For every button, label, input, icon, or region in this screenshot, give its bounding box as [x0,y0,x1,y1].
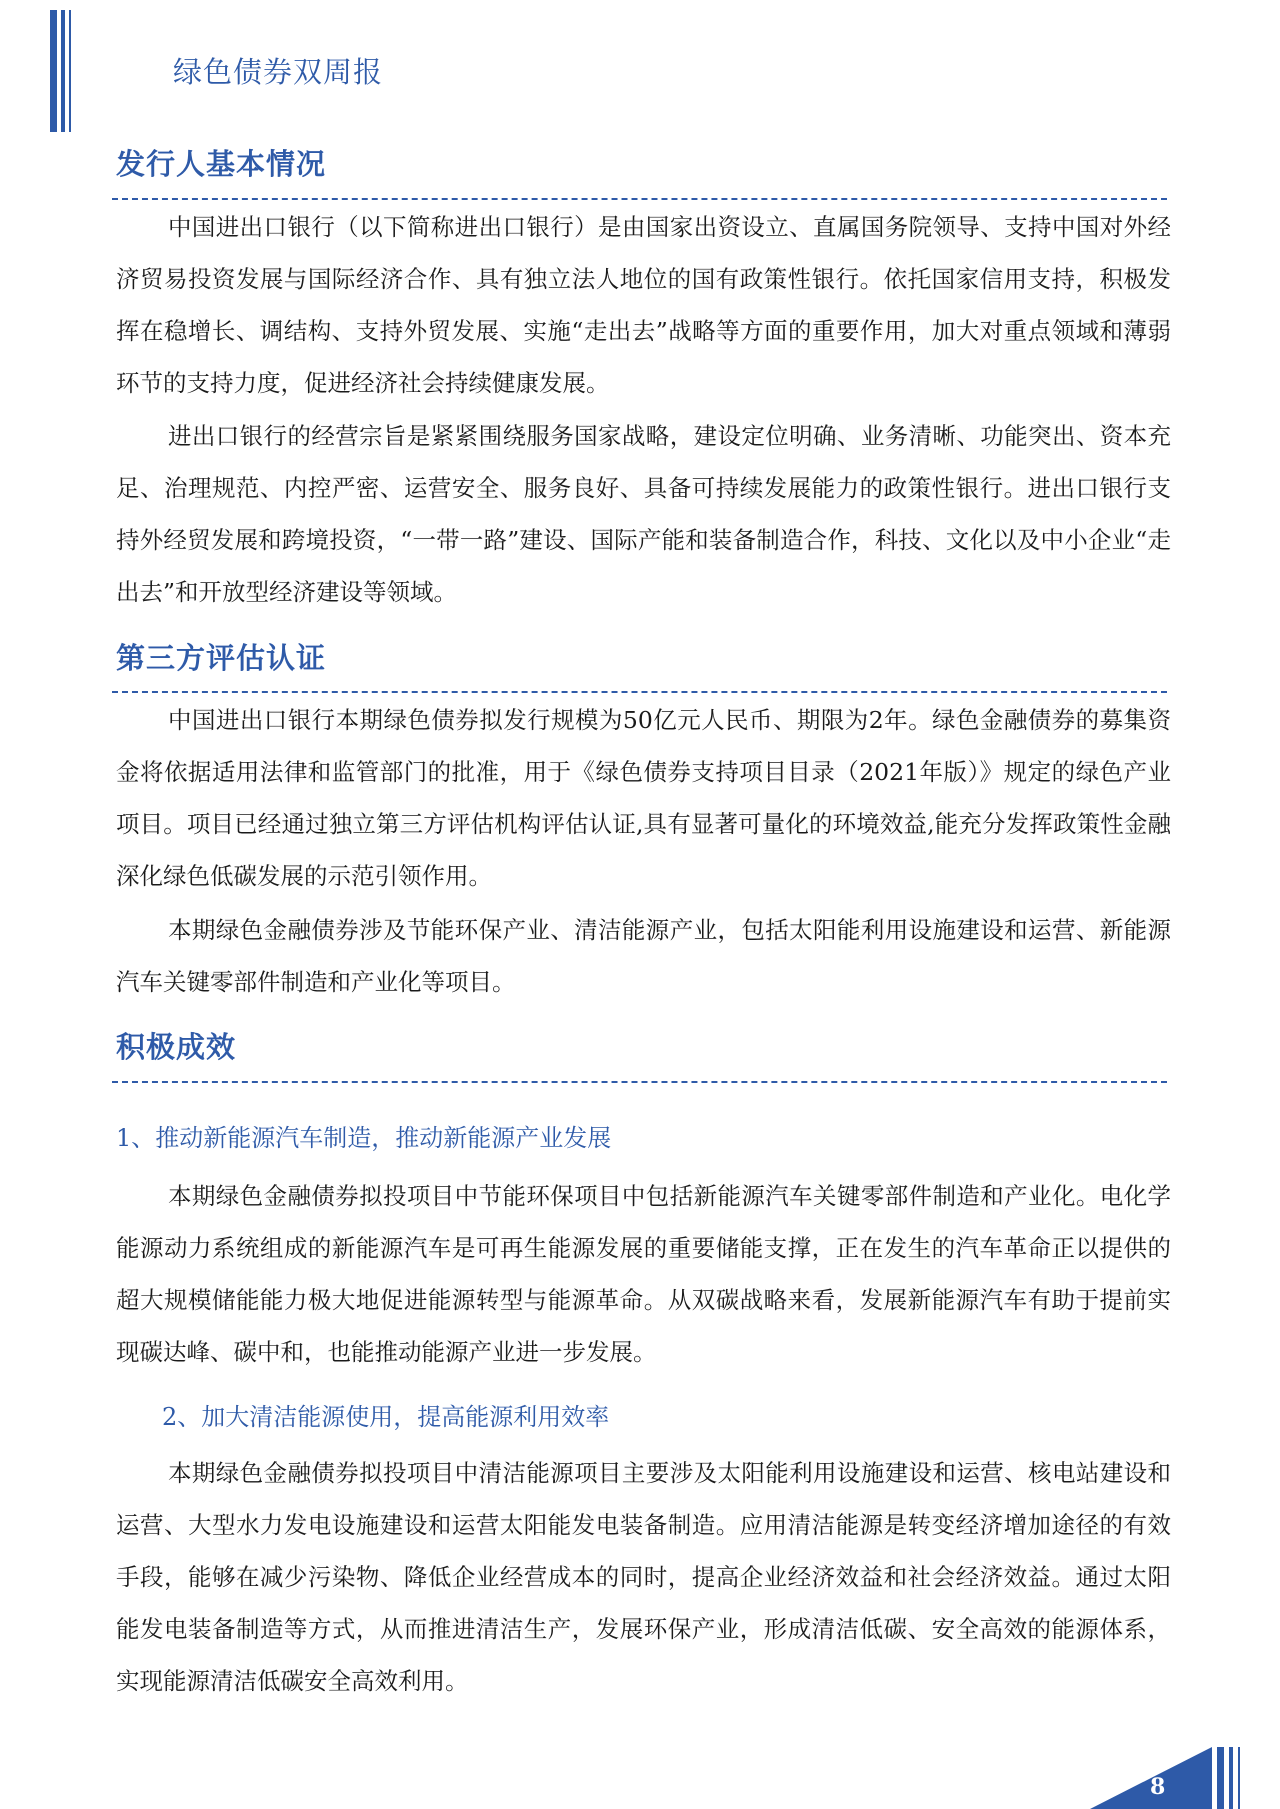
section-divider [112,198,1167,200]
subsection-heading-ev: 1、推动新能源汽车制造，推动新能源产业发展 [116,1124,612,1152]
page-number: 8 [1150,1774,1166,1800]
footer-decoration [1090,1747,1280,1809]
section-divider [112,1081,1167,1083]
paragraph: 本期绿色金融债券涉及节能环保产业、清洁能源产业，包括太阳能利用设施建设和运营、新能源汽车关键零部件制造和产业化等项目。 [116,916,1171,996]
section-heading-certification: 第三方评估认证 [116,641,327,675]
section-heading-effects: 积极成效 [116,1030,237,1064]
header-decoration-bars [50,10,80,132]
paragraph: 中国进出口银行本期绿色债券拟发行规模为50亿元人民币、期限为2年。绿色金融债券的募集资金将依据适用法律和监管部门的批准，用于《绿色债券支持项目目录（2021年版）》规定的绿色产业项目。项目已经通过独立第三方评估机构评估认证,具有显著可量化的环境效益,能充分发挥政策性金融深化绿色低碳发展的示范引领作用。 [116,706,1171,890]
subsection-heading-clean-energy: 2、加大清洁能源使用，提高能源利用效率 [162,1403,610,1431]
paragraph: 本期绿色金融债券拟投项目中节能环保项目中包括新能源汽车关键零部件制造和产业化。电化学能源动力系统组成的新能源汽车是可再生能源发展的重要储能支撑，正在发生的汽车革命正以提供的超大规模储能能力极大地促进能源转型与能源革命。从双碳战略来看，发展新能源汽车有助于提前实现碳达峰、碳中和，也能推动能源产业进一步发展。 [116,1182,1171,1366]
report-title: 绿色债券双周报 [173,55,384,89]
paragraph: 进出口银行的经营宗旨是紧紧围绕服务国家战略，建设定位明确、业务清晰、功能突出、资本充足、治理规范、内控严密、运营安全、服务良好、具备可持续发展能力的政策性银行。进出口银行支持外经贸发展和跨境投资，“一带一路”建设、国际产能和装备制造合作，科技、文化以及中小企业“走出去”和开放型经济建设等领域。 [116,422,1171,606]
section-divider [112,691,1167,693]
paragraph: 本期绿色金融债券拟投项目中清洁能源项目主要涉及太阳能利用设施建设和运营、核电站建设和运营、大型水力发电设施建设和运营太阳能发电装备制造。应用清洁能源是转变经济增加途径的有效手段，能够在减少污染物、降低企业经营成本的同时，提高企业经济效益和社会经济效益。通过太阳能发电装备制造等方式，从而推进清洁生产，发展环保产业，形成清洁低碳、安全高效的能源体系，实现能源清洁低碳安全高效利用。 [116,1459,1171,1695]
section-heading-issuer: 发行人基本情况 [116,147,327,181]
paragraph: 中国进出口银行（以下简称进出口银行）是由国家出资设立、直属国务院领导、支持中国对外经济贸易投资发展与国际经济合作、具有独立法人地位的国有政策性银行。依托国家信用支持，积极发挥在稳增长、调结构、支持外贸发展、实施“走出去”战略等方面的重要作用，加大对重点领域和薄弱环节的支持力度，促进经济社会持续健康发展。 [116,213,1171,397]
